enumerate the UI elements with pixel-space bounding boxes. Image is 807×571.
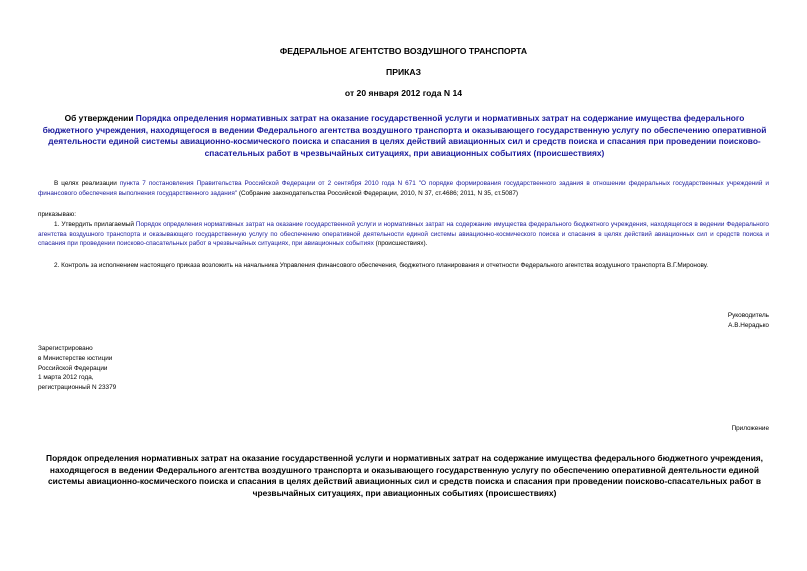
registration-line-5: регистрационный N 23379 (38, 384, 117, 392)
appendix-title: Порядок определения нормативных затрат на оказание государственной услуги и нормативных затрат на содержание имущества федерального бюджетного учреждения, находящегося в ведении Федерального агентства воздушного транспорта и оказывающего государственную услугу по обеспечению оперативной деятельности единой системы авиационно-космического поиска и спасания в целях действий авиационных сил и средств поиска и спасания при проведении поисково-спасательных работ в чрезвычайных ситуациях, при авиационных событиях (происшествиях) (46, 453, 763, 498)
appendix-label: Приложение (731, 425, 769, 432)
signature-position: Руководитель (727, 312, 769, 319)
order-item-2: 2. Контроль за исполнением настоящего приказа возложить на начальника Управления финансового обеспечения, бюджетного планирования и отчетности Федерального агентства воздушного транспорта В.Г.Миронову. (54, 262, 709, 269)
registration-line-4: 1 марта 2012 года, (38, 374, 94, 382)
item1-prefix: 1. Утвердить прилагаемый (54, 221, 136, 228)
agency-name: ФЕДЕРАЛЬНОЕ АГЕНТСТВО ВОЗДУШНОГО ТРАНСПОРТА (279, 46, 528, 56)
title-procedure-link[interactable]: Порядка определения нормативных затрат на оказание государственной услуги и нормативных затрат на содержание имущества федерального бюджетного учреждения, находящегося в ведении Федерального агентства воздушного транспорта и оказывающего государственную услугу по обеспечению оперативной деятельности единой системы авиационно-космического поиска и спасания в целях действий авиационных сил и средств поиска и спасания при проведении поисково-спасательных работ в чрезвычайных ситуациях, при авиационных событиях (происшествиях) (42, 113, 767, 158)
registration-line-2: в Министерстве юстиции (38, 354, 113, 362)
order-item-1 (38, 220, 769, 249)
signature-name: А.В.Нерадько (728, 322, 769, 329)
order-word: приказываю: (38, 211, 76, 218)
document-title (40, 113, 769, 159)
registration-line-1: Зарегистрировано (38, 345, 93, 352)
item1-procedure-link[interactable]: Порядок определения нормативных затрат на оказание государственной услуги и нормативных затрат на содержание имущества федерального бюджетного учреждения, находящегося в ведении Федерального агентства воздушного транспорта и оказывающего государственную услугу по обеспечению оперативной деятельности единой системы авиационно-космического поиска и спасания в целях действий авиационных сил и средств поиска и спасания при проведении поисково-спасательных работ в чрезвычайных ситуациях, при авиационных событиях (38, 221, 769, 248)
preamble-suffix: (Собрание законодательства Российской Федерации, 2010, N 37, ст.4686; 2011, N 35, ст.5087) (237, 189, 519, 197)
document-type: ПРИКАЗ (386, 67, 421, 77)
item1-suffix: (происшествиях). (373, 240, 428, 248)
registration-block (38, 344, 116, 393)
preamble-paragraph (38, 179, 769, 198)
title-prefix: Об утверждении (64, 113, 136, 123)
document-date-number: от 20 января 2012 года N 14 (344, 88, 463, 98)
preamble-decree-link[interactable]: пункта 7 постановления Правительства Российской Федерации от 2 сентября 2010 года N 671 "О порядке формирования государственного задания в отношении федеральных государственных учреждений и финансового обеспечения выполнения государственного задания" (38, 180, 769, 197)
preamble-prefix: В целях реализации (54, 180, 120, 187)
registration-line-3: Российской Федерации (38, 364, 108, 372)
